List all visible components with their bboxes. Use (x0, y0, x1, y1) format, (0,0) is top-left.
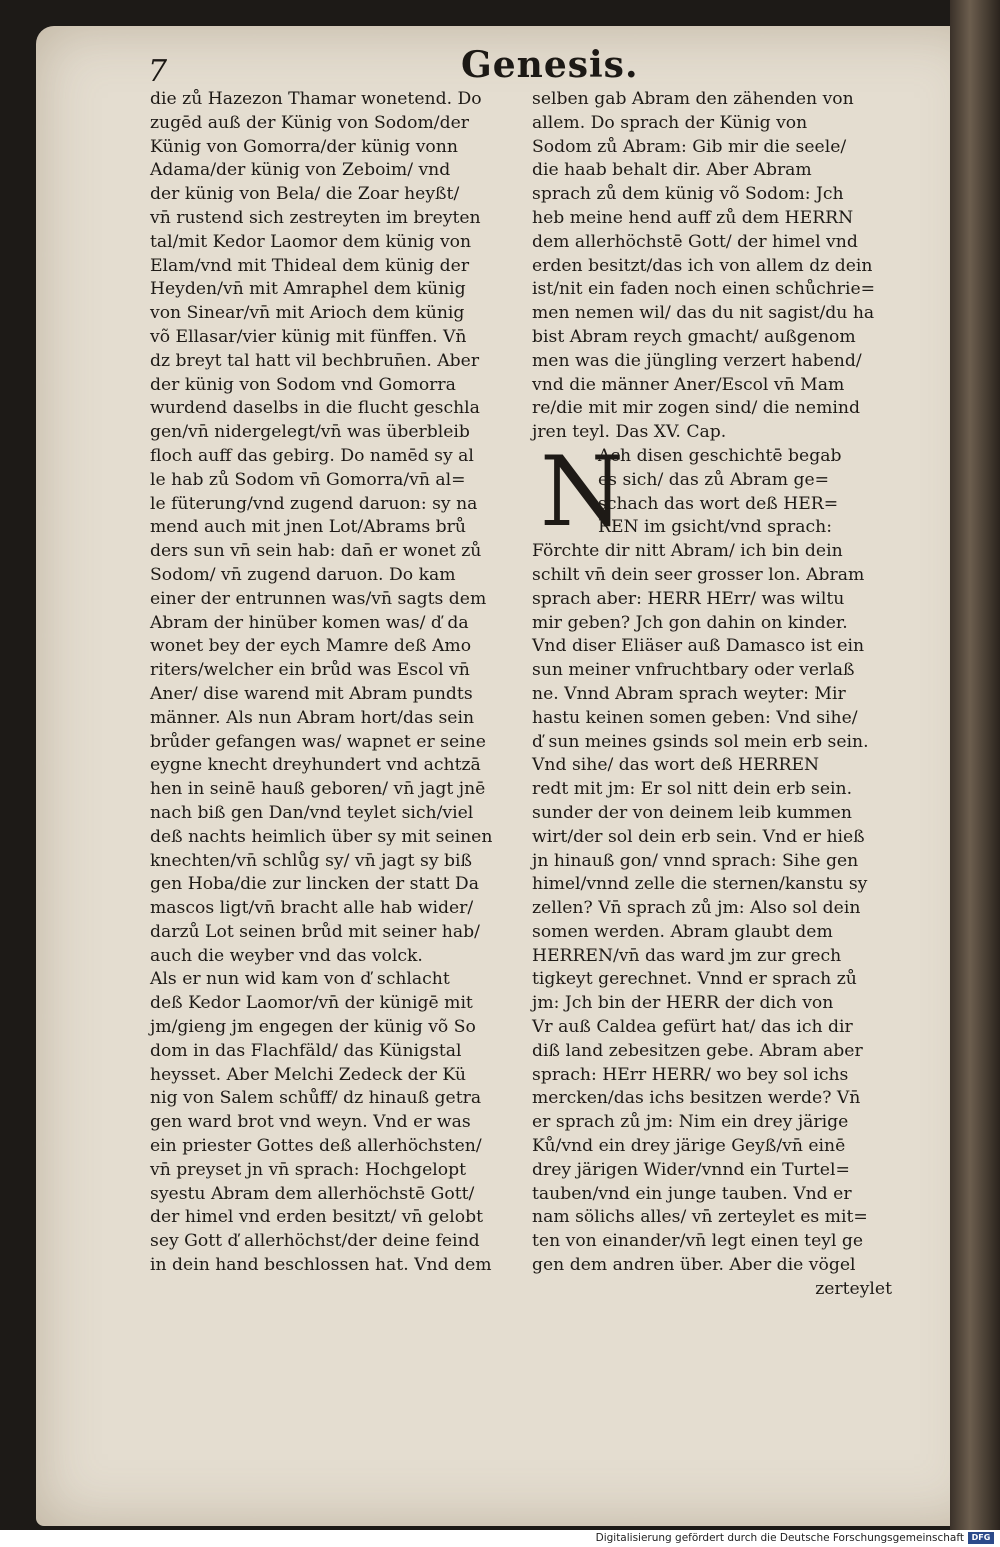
left-column-line: von Sinear/vn̄ mit Arioch dem künig (150, 303, 465, 324)
right-column-line: men was die jüngling verzert habend/ (532, 350, 862, 371)
right-column-line: sunder der von deinem leib kummen (532, 802, 852, 823)
left-column-line: vn̄ preyset jn vn̄ sprach: Hochgelopt (150, 1159, 467, 1180)
left-column-line: vn̄ rustend sich zestreyten im breyten (150, 207, 481, 228)
left-column-line: gen Hoba/die zur lincken der statt Da (150, 874, 479, 895)
right-column-line: selben gab Abram den zähenden von (532, 89, 854, 109)
left-column-line: in dein hand beschlossen hat. Vnd dem (150, 1255, 492, 1276)
right-column-line: himel/vnnd zelle die sternen/kanstu sy (532, 874, 868, 895)
book-binding (950, 0, 1000, 1530)
left-column-line: knechten/vn̄ schlůg sy/ vn̄ jagt sy biß (150, 850, 473, 871)
right-column-line: Vr auß Caldea gefürt hat/ das ich dir (532, 1017, 853, 1038)
left-column-line: deß nachts heimlich über sy mit seinen (150, 826, 493, 847)
left-column-line: Heyden/vn̄ mit Amraphel dem künig (150, 279, 466, 300)
right-column-line: ď sun meines gsinds sol mein erb sein. (532, 731, 869, 752)
left-column-line: sey Gott ď allerhöchst/der deine feind (150, 1231, 480, 1252)
left-column-line: die zů Hazezon Thamar wonetend. Do (150, 89, 482, 109)
right-column-line: ne. Vnnd Abram sprach weyter: Mir (532, 683, 846, 704)
left-column-line: Elam/vnd mit Thideal dem künig der (150, 255, 470, 276)
right-column-line: men nemen wil/ das du nit sagist/du ha (532, 303, 875, 324)
left-column-line: dom in das Flachfäld/ das Künigstal (150, 1040, 462, 1061)
left-column-line: syestu Abram dem allerhöchstē Gott/ (150, 1183, 475, 1204)
right-column-line: REN im gsicht/vnd sprach: (598, 517, 832, 538)
left-column-line: der künig von Sodom vnd Gomorra (150, 374, 456, 395)
left-column-line: gen ward brot vnd weyn. Vnd er was (150, 1112, 471, 1133)
left-column-line: jm/gieng jm engegen der künig võ So (150, 1017, 476, 1038)
right-column-line: gen dem andren über. Aber die vögel (532, 1255, 856, 1276)
right-column-line: erden besitzt/das ich von allem dz dein (532, 255, 873, 276)
left-column (150, 88, 520, 1278)
left-column-line: männer. Als nun Abram hort/das sein (150, 707, 475, 728)
right-column-line: er sprach zů jm: Nim ein drey järige (532, 1112, 849, 1133)
page-title: Genesis. (461, 44, 639, 86)
left-column-line: mend auch mit jnen Lot/Abrams brů (150, 517, 466, 538)
decorated-initial: N (540, 436, 624, 548)
right-column-line: jm: Jch bin der HERR der dich von (532, 993, 834, 1014)
left-column-line: Adama/der künig von Zeboim/ vnd (150, 160, 451, 181)
left-column-line: mascos ligt/vn̄ bracht alle hab wider/ (150, 898, 474, 919)
right-column-line: tigkeyt gerechnet. Vnnd er sprach zů (532, 969, 857, 990)
left-column-line: nig von Salem schůff/ dz hinauß getra (150, 1088, 482, 1109)
left-column-line: auch die weyber vnd das volck. (150, 945, 423, 966)
left-column-line: ders sun vn̄ sein hab: dan̄ er wonet zů (150, 541, 482, 562)
right-column (532, 88, 894, 1302)
right-column-line: dem allerhöchstē Gott/ der himel vnd (532, 231, 858, 252)
left-column-line: darzů Lot seinen brůd mit seiner hab/ (150, 921, 480, 942)
running-head (36, 44, 986, 94)
left-column-line: le hab zů Sodom vn̄ Gomorra/vn̄ al= (150, 469, 466, 490)
right-column-line: somen werden. Abram glaubt dem (532, 921, 833, 942)
left-column-line: nach biß gen Dan/vnd teylet sich/viel (150, 802, 474, 823)
right-column-line: ten von einander/vn̄ legt einen teyl ge (532, 1231, 864, 1252)
right-column-line: sprach: HErr HERR/ wo bey sol ichs (532, 1064, 849, 1085)
right-column-line: allem. Do sprach der Künig von (532, 112, 808, 133)
left-column-line: der künig von Bela/ die Zoar heyßt/ (150, 184, 460, 205)
right-column-line: schilt vn̄ dein seer grosser lon. Abram (532, 564, 865, 585)
right-column-line: drey järigen Wider/vnnd ein Turtel= (532, 1159, 850, 1180)
right-column-line: Ach disen geschichtē begab (598, 445, 842, 466)
left-column-line: eygne knecht dreyhundert vnd achtzā (150, 755, 481, 776)
left-column-line: heysset. Aber Melchi Zedeck der Kü (150, 1064, 466, 1085)
right-column-line: Vnd diser Eliäser auß Damasco ist ein (532, 636, 865, 657)
footer-credit: Digitalisierung gefördert durch die Deutsche Forschungsgemeinschaft (595, 1532, 964, 1544)
right-column-line: Ků/vnd ein drey järige Geyß/vn̄ einē (532, 1136, 846, 1157)
left-column-line: wonet bey der eych Mamre deß Amo (150, 636, 472, 657)
left-column-line: Aner/ dise warend mit Abram pundts (150, 683, 473, 704)
left-column-line: brůder gefangen was/ wapnet er seine (150, 731, 486, 752)
left-column-line: ein priester Gottes deß allerhöchsten/ (150, 1136, 482, 1157)
right-column-line: sprach zů dem künig võ Sodom: Jch (532, 184, 844, 205)
right-column-line: tauben/vnd ein junge tauben. Vnd er (532, 1183, 852, 1204)
right-column-line: es sich/ das zů Abram ge= (598, 469, 830, 490)
right-column-line: diß land zebesitzen gebe. Abram aber (532, 1040, 863, 1061)
right-column-line: nam sölichs alles/ vn̄ zerteylet es mit= (532, 1207, 868, 1228)
right-column-line: sprach aber: HERR HErr/ was wiltu (532, 588, 845, 609)
right-column-line: mir geben? Jch gon dahin on kinder. (532, 612, 848, 633)
right-column-line: wirt/der sol dein erb sein. Vnd er hieß (532, 826, 865, 847)
right-column-line: zerteylet (815, 1278, 892, 1299)
footer (0, 1530, 1000, 1547)
right-column-line: Förchte dir nitt Abram/ ich bin dein (532, 541, 843, 562)
right-column-line: mercken/das ichs besitzen werde? Vn̄ (532, 1088, 861, 1109)
left-column-line: einer der entrunnen was/vn̄ sagts dem (150, 588, 487, 609)
right-column-line: jren teyl. Das XV. Cap. (532, 422, 727, 443)
right-column-line: Vnd sihe/ das wort deß HERREN (532, 755, 820, 776)
left-column-line: Sodom/ vn̄ zugend daruon. Do kam (150, 564, 456, 585)
right-column-line: schach das wort deß HER= (598, 493, 839, 514)
left-column-line: riters/welcher ein brůd was Escol vn̄ (150, 660, 470, 681)
right-column-line: re/die mit mir zogen sind/ die nemind (532, 398, 860, 419)
left-column-line: Als er nun wid kam von ď schlacht (150, 969, 450, 990)
right-column-line: Sodom zů Abram: Gib mir die seele/ (532, 136, 847, 157)
left-column-line: zugēd auß der Künig von Sodom/der (150, 112, 469, 133)
left-column-line: floch auff das gebirg. Do namēd sy al (150, 445, 474, 466)
left-column-line: hen in seinē hauß geboren/ vn̄ jagt jnē (150, 779, 486, 800)
left-column-line: der himel vnd erden besitzt/ vn̄ gelobt (150, 1207, 483, 1228)
right-column-line: ist/nit ein faden noch einen schůchrie= (532, 279, 876, 300)
right-column-line: heb meine hend auff zů dem HERRN (532, 207, 854, 228)
right-column-line: redt mit jm: Er sol nitt dein erb sein. (532, 779, 853, 800)
left-column-line: Künig von Gomorra/der künig vonn (150, 136, 458, 157)
left-column-line: gen/vn̄ nidergelegt/vn̄ was überbleib (150, 422, 470, 443)
right-column-line: sun meiner vnfruchtbary oder verlaß (532, 660, 855, 681)
left-column-line: deß Kedor Laomor/vn̄ der künigē mit (150, 993, 473, 1014)
left-column-line: dz breyt tal hatt vil bechbrun̄en. Aber (150, 350, 480, 371)
left-column-line: Abram der hinüber komen was/ ď da (150, 612, 469, 633)
left-column-line: võ Ellasar/vier künig mit fünffen. Vn̄ (150, 326, 467, 347)
dfg-logo: DFG (968, 1532, 994, 1544)
right-column-line: jn hinauß gon/ vnnd sprach: Sihe gen (532, 850, 859, 871)
right-column-line: vnd die männer Aner/Escol vn̄ Mam (532, 374, 845, 395)
right-column-line: hastu keinen somen geben: Vnd sihe/ (532, 707, 858, 728)
right-column-line: zellen? Vn̄ sprach zů jm: Also sol dein (532, 898, 861, 919)
left-column-line: tal/mit Kedor Laomor dem künig von (150, 231, 472, 252)
right-column-line: die haab behalt dir. Aber Abram (532, 160, 812, 181)
left-column-line: wurdend daselbs in die flucht geschla (150, 398, 480, 419)
left-column-line: le füterung/vnd zugend daruon: sy na (150, 493, 478, 514)
folio-number: 7 (148, 54, 168, 89)
right-column-line: HERREN/vn̄ das ward jm zur grech (532, 945, 842, 966)
right-column-line: bist Abram reych gmacht/ außgenom (532, 326, 856, 347)
